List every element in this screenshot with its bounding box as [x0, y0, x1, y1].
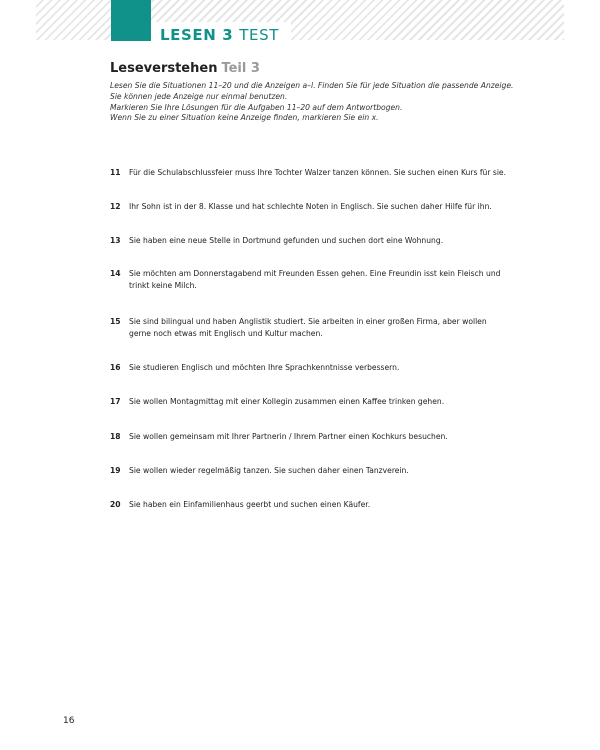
situation-text-line: Sie möchten am Donnerstagabend mit Freunden Essen gehen. Eine Freundin isst kein Fleisch und [129, 269, 501, 278]
situation-text [129, 499, 520, 511]
situation-text [129, 268, 520, 292]
instruction-line: Lesen Sie die Situationen 11–20 und die Anzeigen a–l. Finden Sie für jede Situation die passende Anzeige. [110, 81, 514, 90]
situation-text [129, 201, 520, 213]
situation-text-line: Sie wollen gemeinsam mit Ihrer Partnerin / Ihrem Partner einen Kochkurs besuchen. [129, 432, 448, 441]
situation-text [129, 362, 520, 374]
situation-text-line: gerne noch etwas mit Englisch und Kultur machen. [129, 329, 323, 338]
situation-text [129, 396, 520, 408]
situation-text-line: Sie haben eine neue Stelle in Dortmund gefunden und suchen dort eine Wohnung. [129, 236, 444, 245]
header-test-label: TEST [239, 26, 280, 44]
situation-item [110, 167, 520, 179]
instruction-line: Markieren Sie Ihre Lösungen für die Aufgaben 11–20 auf dem Antwortbogen. [110, 102, 403, 112]
situation-text-line: Sie studieren Englisch und möchten Ihre Sprachkenntnisse verbessern. [129, 363, 400, 372]
situation-item [110, 465, 520, 477]
situation-item [110, 316, 520, 340]
situation-item [110, 362, 520, 374]
situation-text-line: Sie wollen wieder regelmäßig tanzen. Sie suchen daher einen Tanzverein. [129, 466, 409, 475]
situation-number: 16 [110, 363, 121, 372]
situation-text-line: Ihr Sohn ist in der 8. Klasse und hat schlechte Noten in Englisch. Sie suchen daher Hilfe für ihn. [129, 202, 492, 211]
header-section: LESEN 3 [160, 26, 234, 44]
situation-number: 19 [110, 466, 121, 475]
situation-number: 14 [110, 269, 121, 278]
situation-text-line: Sie wollen Montagmittag mit einer Kollegin zusammen einen Kaffee trinken gehen. [129, 397, 445, 406]
situation-item [110, 235, 520, 247]
situation-number: 18 [110, 432, 121, 441]
situation-text-line: Für die Schulabschlussfeier muss Ihre Tochter Walzer tanzen können. Sie suchen einen Kurs für sie. [129, 168, 507, 177]
situation-text [129, 465, 520, 477]
situation-text-line: Sie haben ein Einfamilienhaus geerbt und suchen einen Käufer. [129, 500, 371, 509]
instruction-line: Wenn Sie zu einer Situation keine Anzeige finden, markieren Sie ein x. [110, 113, 379, 123]
header-label [151, 22, 291, 48]
page-number: 16 [63, 716, 75, 726]
situation-item [110, 396, 520, 408]
situation-number: 17 [110, 397, 121, 406]
header-accent-block [111, 0, 151, 41]
instructions [110, 81, 520, 124]
situation-number: 12 [110, 202, 121, 211]
section-title-main: Leseverstehen [110, 61, 218, 76]
situation-number: 20 [110, 500, 121, 509]
situation-item [110, 201, 520, 213]
situation-item [110, 268, 520, 292]
situation-number: 15 [110, 317, 121, 326]
situation-item [110, 499, 520, 511]
situation-text [129, 167, 520, 179]
situation-number: 13 [110, 236, 121, 245]
situation-item [110, 431, 520, 443]
situation-number: 11 [110, 168, 121, 177]
situation-text [129, 235, 520, 247]
section-title [110, 61, 260, 76]
situation-text [129, 316, 520, 340]
situation-text-line: Sie sind bilingual und haben Anglistik studiert. Sie arbeiten in einer großen Firma, aber wollen [129, 317, 487, 326]
situation-text [129, 431, 520, 443]
instruction-line: Sie können jede Anzeige nur einmal benutzen. [110, 91, 288, 101]
section-title-part: Teil 3 [221, 61, 260, 76]
situation-text-line: trinkt keine Milch. [129, 281, 197, 290]
